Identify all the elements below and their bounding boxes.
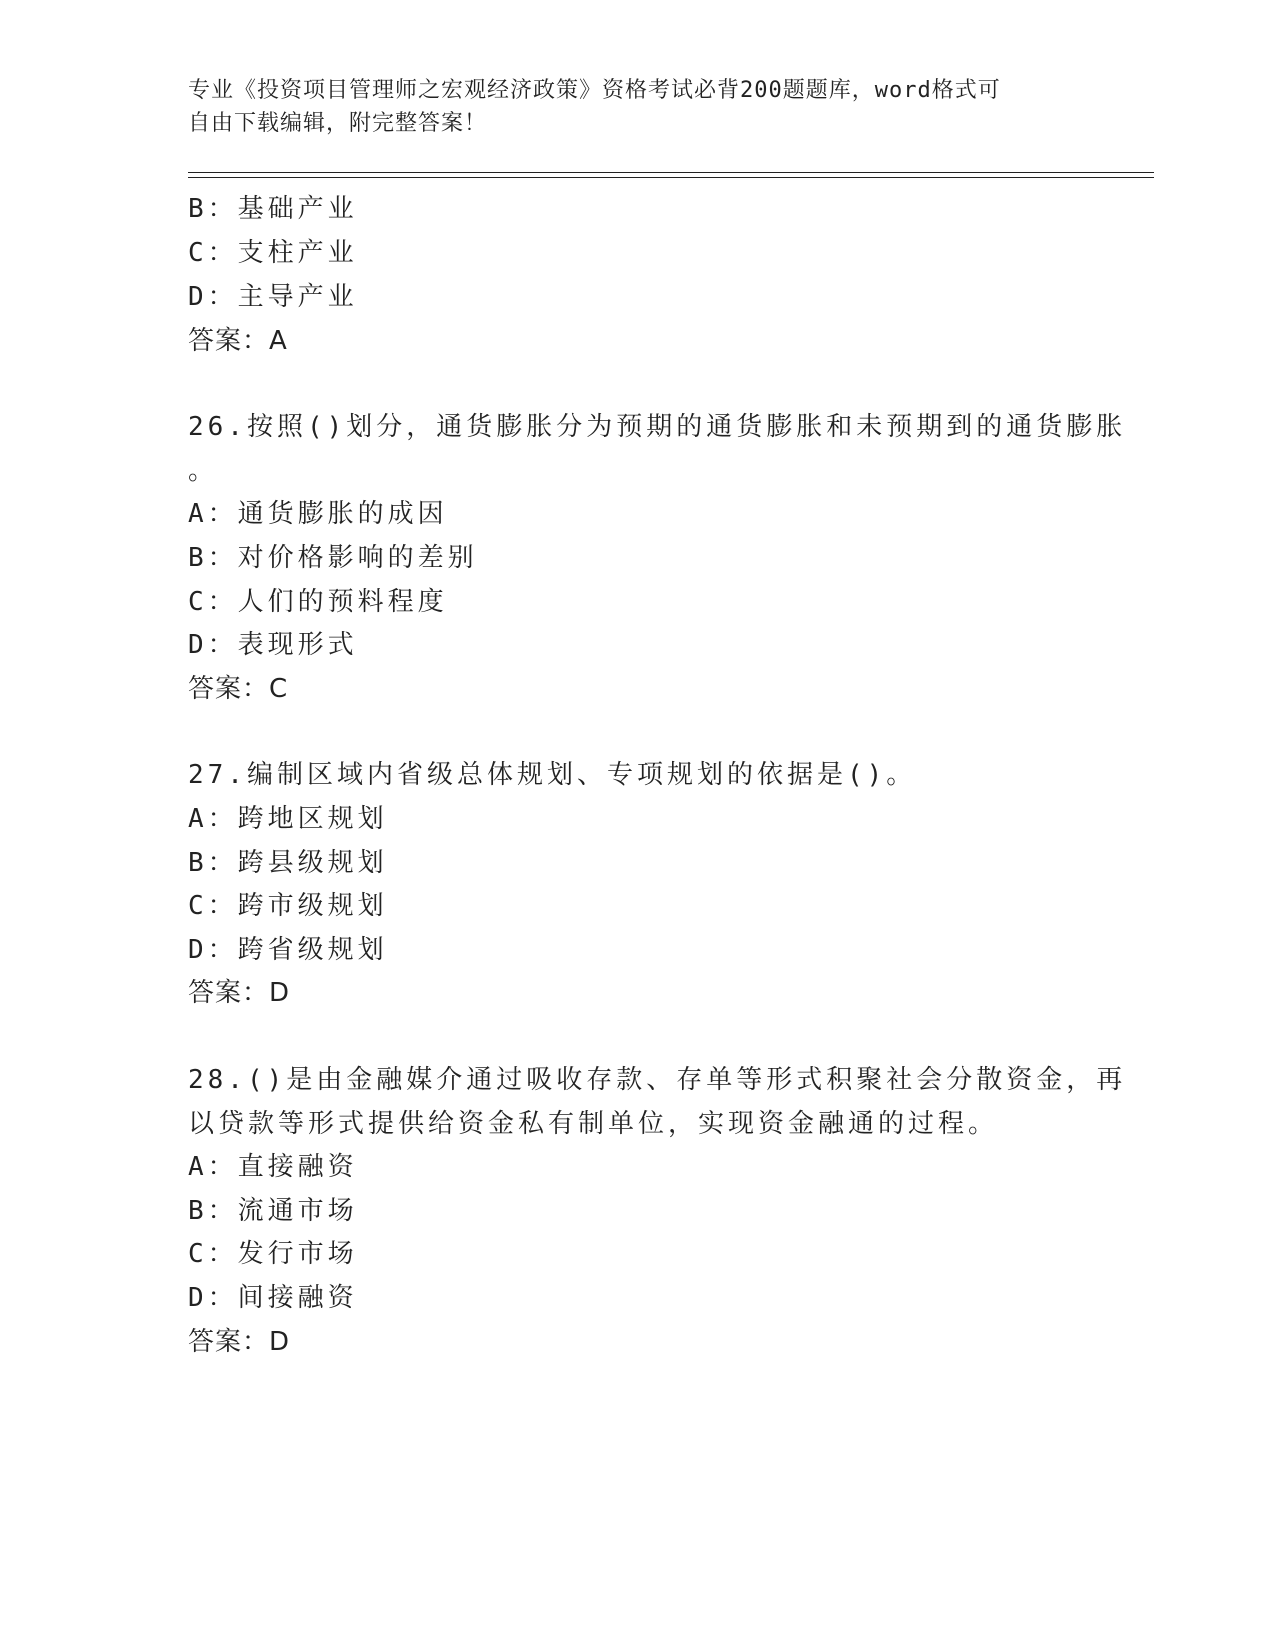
q27-option-d: D：跨省级规划	[188, 935, 388, 965]
q28-option-d: D：间接融资	[188, 1283, 358, 1313]
q26-stem-line-1: 26.按照()划分，通货膨胀分为预期的通货膨胀和未预期到的通货膨胀	[188, 412, 1127, 442]
q27-answer: 答案：D	[188, 978, 291, 1008]
document-header	[188, 74, 1088, 140]
header-line-1: 专业《投资项目管理师之宏观经济政策》资格考试必背200题题库，word格式可	[188, 78, 1001, 103]
q26-option-c: C：人们的预料程度	[188, 587, 448, 617]
header-line-2: 自由下载编辑，附完整答案！	[188, 111, 488, 136]
q27-option-c: C：跨市级规划	[188, 891, 388, 921]
q27-stem-line-1: 27.编制区域内省级总体规划、专项规划的依据是()。	[188, 760, 917, 790]
q26-option-b: B：对价格影响的差别	[188, 543, 478, 573]
q26-answer: 答案：C	[188, 674, 289, 704]
q28-option-c: C：发行市场	[188, 1239, 358, 1269]
q26-option-a: A：通货膨胀的成因	[188, 499, 448, 529]
q28-answer: 答案：D	[188, 1327, 291, 1357]
q28-option-b: B：流通市场	[188, 1196, 358, 1226]
q28-option-a: A：直接融资	[188, 1152, 358, 1182]
q25-option-c: C：支柱产业	[188, 238, 358, 268]
q28-stem-line-1: 28.()是由金融媒介通过吸收存款、存单等形式积聚社会分散资金，再	[188, 1065, 1127, 1095]
q25-option-d: D：主导产业	[188, 282, 358, 312]
header-rule-top	[188, 172, 1154, 173]
q28-stem-line-2: 以贷款等形式提供给资金私有制单位，实现资金融通的过程。	[188, 1109, 999, 1139]
q25-option-b: B：基础产业	[188, 194, 358, 224]
header-rule-bottom	[188, 177, 1154, 178]
q26-stem-line-2: 。	[188, 456, 219, 486]
q26-option-d: D：表现形式	[188, 630, 358, 660]
q27-option-a: A：跨地区规划	[188, 804, 388, 834]
q27-option-b: B：跨县级规划	[188, 848, 388, 878]
q25-answer: 答案：A	[188, 326, 288, 356]
